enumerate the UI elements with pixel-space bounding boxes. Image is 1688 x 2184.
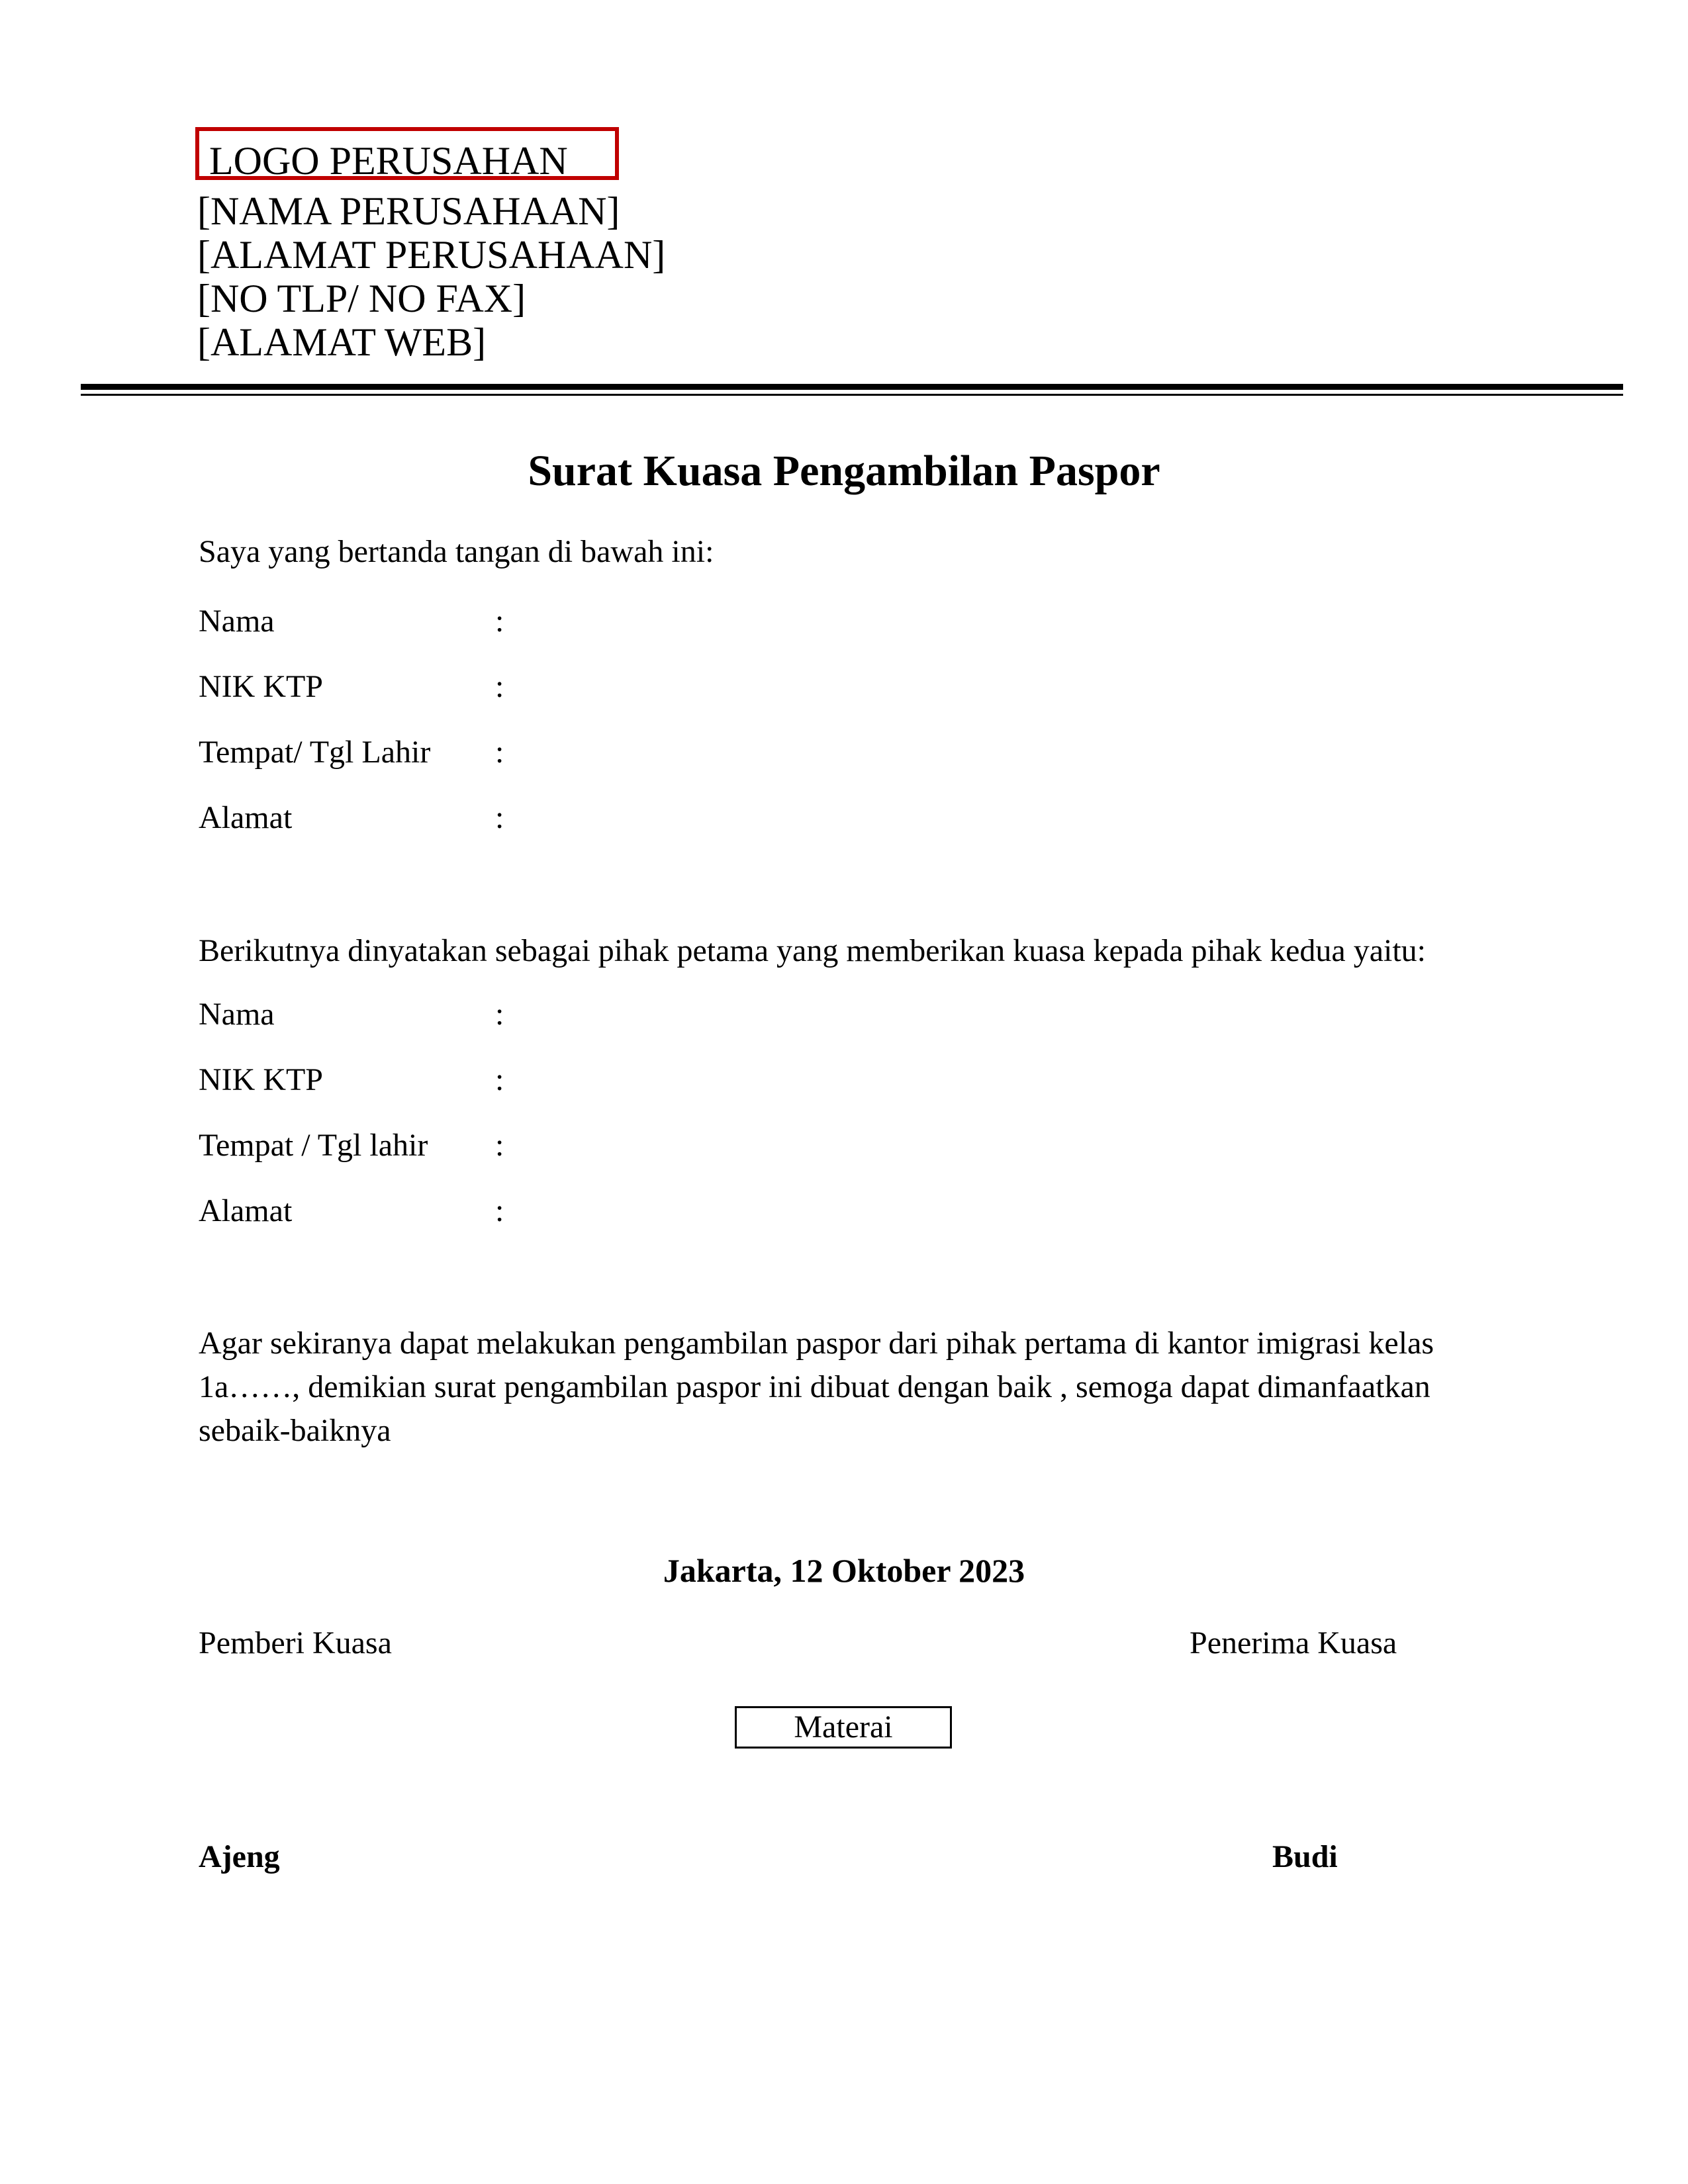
- first-party-address-colon: :: [495, 800, 504, 835]
- letterhead-rule-thick: [81, 384, 1623, 390]
- company-name: [NAMA PERUSAHAAN]: [197, 189, 620, 233]
- logo-placeholder: [195, 127, 619, 183]
- first-party-name-colon: :: [495, 604, 504, 639]
- first-party-nik-label: NIK KTP: [199, 669, 323, 704]
- second-party-address-label: Alamat: [199, 1193, 293, 1228]
- first-party-birth-colon: :: [495, 735, 504, 770]
- second-party-birth-label: Tempat / Tgl lahir: [199, 1128, 428, 1163]
- second-party-nik-colon: :: [495, 1062, 504, 1097]
- company-address: [ALAMAT PERUSAHAAN]: [197, 233, 666, 277]
- second-party-name-colon: :: [495, 997, 504, 1032]
- letterhead-rule-thin: [81, 394, 1623, 396]
- giver-name: Ajeng: [199, 1839, 280, 1874]
- giver-label: Pemberi Kuasa: [199, 1625, 392, 1661]
- intro-text: Saya yang bertanda tangan di bawah ini:: [199, 534, 714, 569]
- first-party-name-label: Nama: [199, 604, 275, 639]
- company-phone-fax: [NO TLP/ NO FAX]: [197, 277, 526, 320]
- second-party-nik-label: NIK KTP: [199, 1062, 323, 1097]
- receiver-label: Penerima Kuasa: [1190, 1625, 1397, 1661]
- receiver-name: Budi: [1272, 1839, 1338, 1874]
- transition-text: Berikutnya dinyatakan sebagai pihak petama yang memberikan kuasa kepada pihak kedua yaitu:: [199, 933, 1426, 968]
- logo-text: LOGO PERUSAHAN: [209, 139, 568, 183]
- first-party-nik-colon: :: [495, 669, 504, 704]
- first-party-address-label: Alamat: [199, 800, 293, 835]
- second-party-birth-colon: :: [495, 1128, 504, 1163]
- closing-paragraph: Agar sekiranya dapat melakukan pengambilan paspor dari pihak pertama di kantor imigrasi kelas 1a……, demikian surat pengambilan paspor ini dibuat dengan baik , semoga dapat dimanfaatkan sebaik-baiknya: [199, 1326, 1434, 1448]
- place-date: Jakarta, 12 Oktober 2023: [663, 1552, 1025, 1589]
- second-party-name-label: Nama: [199, 997, 275, 1032]
- document-title: Surat Kuasa Pengambilan Paspor: [528, 447, 1160, 495]
- stamp-box: Materai: [735, 1706, 952, 1749]
- first-party-birth-label: Tempat/ Tgl Lahir: [199, 735, 431, 770]
- company-website: [ALAMAT WEB]: [197, 320, 487, 364]
- second-party-address-colon: :: [495, 1193, 504, 1228]
